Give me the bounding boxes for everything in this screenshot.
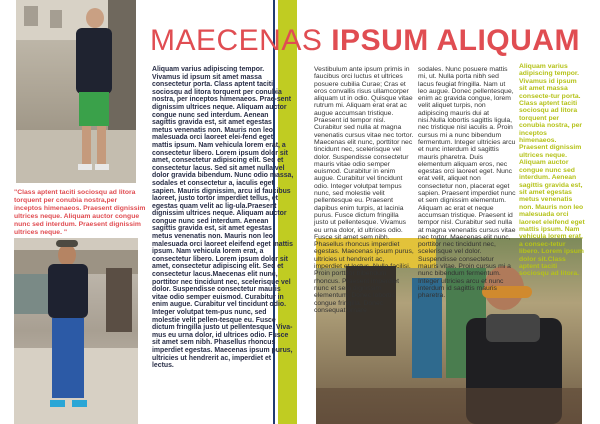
photo-man-green-shorts [16, 0, 136, 183]
title-light: MAECENAS [150, 24, 332, 57]
body-column-3: sodales. Nunc posuere mattis mi, ut. Nulla porta nibh sed lacus feugiat fringilla. Nam ut leo augue. Donec pellentesque, enim ac gravida congue, lorem velit aliquet turpis, non adipiscing mauris dui at nisi.Nulla lobortis sagittis ligula, nec tristique nisl iaculis a. Proin cursus mi a nunc bibendum fermentum. Integer ultricies arcu et nunc interdum id sagittis mauris pharetra. Duis elementum aliquam eros, nec egestas orci laoreet eget. Nunc erat velit, aliquet non consectetur non, placerat eget sapien. Praesent imperdiet nunc et sem dignissim elementum. Aliquam ac erat et neque accumsan tristique. Praesent id tempor nisl. Curabitur sed nulla at magna venenatis cursus vitae nec tortor. Maecenas elit nunc, porttitor nec tincidunt nec, scelerisque vel dolor. Suspendisse consectetur mauris vitae. Proin cursus mi a nunc bibendum fermentum. Integer ultricies arcu et nunc interdum id sagittis mauris pharetra. [418, 66, 516, 300]
pull-quote: "Class aptent taciti sociosqu ad litora torquent per conubia nostra,per inceptos himenaeos. Praesent dignissim ultrices neque. Aliquam auctor congue nunc sed interdum. Praesent dignissim ultrices neque. " [14, 189, 146, 236]
body-column-2: Vestibulum ante ipsum primis in faucibus orci luctus et ultrices posuere cubilia Curae; Cras et eros convallis risus ullamcorper aliquam ut in odio. Quisque vitae rutrum mi. Aliquam erat erat ac augue accumsan tristique. Praesent id tempor nisl. Curabitur sed nulla at magna venenatis cursus vitae nec tortor. Maecenas elit nunc, porttitor nec tincidunt nec, scelerisque vel dolor. Suspendisse consectetur mauris vitae odio semper euismod. Curabitur in enim augue. Curabitur vel tincidunt odio. Integer volutpat tempus nunc, sed molestie velit pellentesque eu. Praesent dapibus enim turpis, at lacinia purus. Fusce dictum fringilla justo ut pellentesque. Vivamus eu urna dolor, id ultrices odio. Fusce sit amet sem nibh. Phasellus rhoncus imperdiet egestas. Maecenas ipsum purus, ultricies ut hendrerit ac, imperdiet et lectus. Nulla facilisi. Proin porttitor bibendum rhoncus. Praesent imperdiet nunc et sem dignissim elementum. Donec lobortis congue fringilla. Donec consequat ornare [314, 66, 414, 314]
body-column-1: Aliquam varius adipiscing tempor. Vivamus id ipsum sit amet massa consectetur porta. Class aptent taciti sociosqu ad litora torquent per conubia nostra, per inceptos himenaeos. Prae-sent dignissim ultrices neque. Aliquam auctor congue nunc sed interdum. Aenean sagittis gravida est, sit amet egestas metus venenatis non. Mauris non leo malesuada orci laoreet elei-fend eget mattis ipsum. Nam vehicula lorem erat, a consectetur libero. Lorem ipsum dolor sit amet, consectetur adipiscing elit. Sed et consectetur lacus. Sed sit amet nulla vel dolor gravida bibendum. Nunc odio massa, sodales et consectetur a, iaculis eget sapien. Mauris dignissim, arcu id faucibus laoreet, justo tortor imperdiet tellus, et egestas quam velit ac lig-ula.Praesent dignissim ultrices neque. Aliquam auctor congue nunc sed interdum. Aenean sagittis gravida est, sit amet egestas metus venenatis non. Mauris non leo malesuada orci laoreet eleifend eget mattis ipsum. Nam vehicula lorem erat, a consectetur libero. Lorem ipsum dolor sit amet, consectetur adipiscing elit. Sed et consectetur lacus.Maecenas elit nunc, porttitor nec tincidunt nec, scelerisque vel dolor. Suspendisse consectetur mauris vitae odio semper euismod. Curabitur in enim augue. Curabitur vel tincidunt odio. Integer volutpat tem-pus nunc, sed molestie velit pellen-tesque eu. Fusce dictum fringilla justo ut pellentesque. Viva-mus eu urna dolor, id ultrices odio. Fusce sit amet sem nibh. Phasellus rhoncus imperdiet egestas. Maecenas ipsum purus, ultricies ut hendrerit ac, imperdiet et lectus. [152, 66, 294, 370]
body-column-4-accent: Aliquam varius adipiscing tempor. Vivamus id ipsum sit amet massa consecte-tur porta. Class aptent taciti sociosqu ad litora torquent per conubia nostra, per inceptos himenaeos. Praesent dignissim ultrices neque. Aliquam auctor congue nunc sed interdum. Aenean sagittis gravida est, sit amet egestas metus venenatis non. Mauris non leo malesuada orci laoreet eleifend eget mattis ipsum. Nam vehicula lorem erat, a consec-tetur libero. Lorem ipsum dolor sit.Class aptent taciti sociosqu ad litora. [519, 63, 585, 278]
photo-man-blue-jeans [14, 238, 138, 424]
title-bold: IPSUM ALIQUAM [331, 24, 580, 57]
page-title [150, 24, 594, 58]
